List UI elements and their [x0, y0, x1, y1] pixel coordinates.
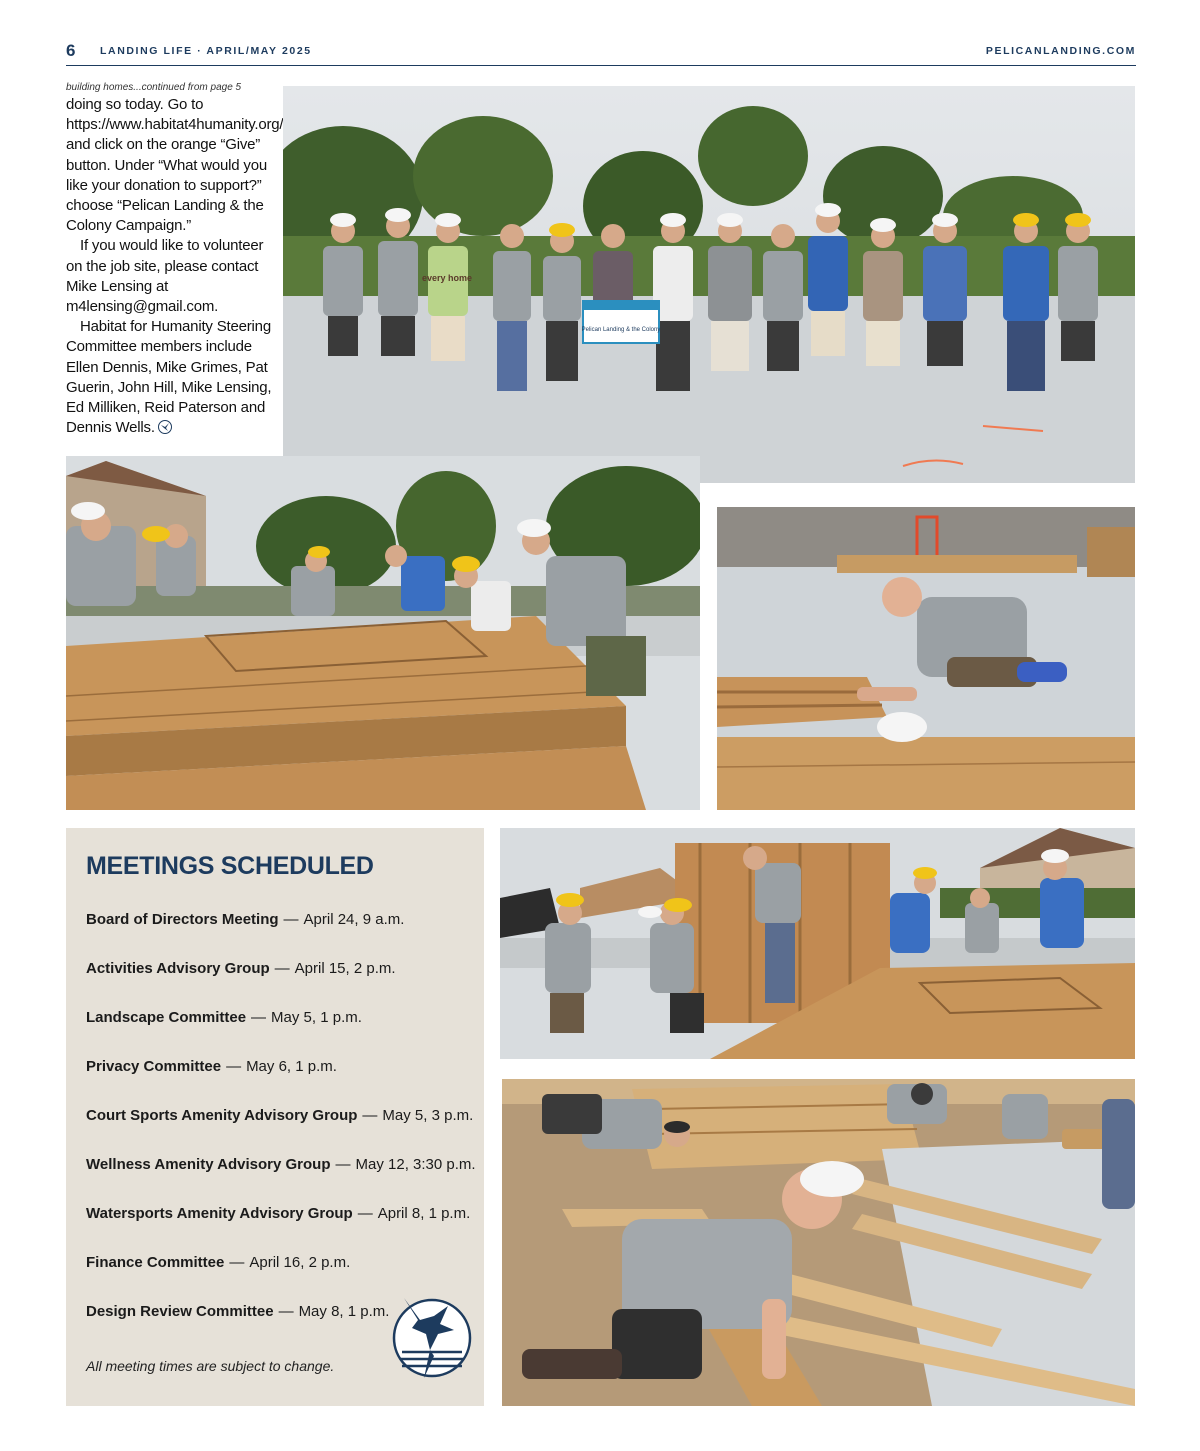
meeting-item [86, 1106, 476, 1155]
meeting-separator: — [251, 1009, 267, 1026]
publication-title: LANDING LIFE · APRIL/MAY 2025 [100, 45, 312, 57]
meeting-time: May 6, 1 p.m. [246, 1058, 337, 1075]
article-continuation [66, 82, 284, 438]
meetings-scheduled-box [66, 828, 484, 1406]
meeting-separator: — [278, 1303, 294, 1320]
meeting-name: Wellness Amenity Advisory Group [86, 1156, 331, 1173]
meeting-time: April 15, 2 p.m. [294, 960, 396, 977]
meeting-time: May 12, 3:30 p.m. [355, 1156, 476, 1173]
photo-kneeling-worker [717, 507, 1135, 810]
meeting-item [86, 1155, 476, 1204]
meeting-name: Watersports Amenity Advisory Group [86, 1205, 353, 1222]
meeting-separator: — [274, 960, 290, 977]
meeting-name: Privacy Committee [86, 1058, 222, 1075]
meeting-time: April 8, 1 p.m. [377, 1205, 471, 1222]
meeting-item [86, 959, 476, 1008]
pelican-end-icon [158, 420, 172, 434]
sign-label: Pelican Landing & the Colony [581, 327, 661, 333]
article-paragraph-committee: Habitat for Humanity Steering Committee members include Ellen Dennis, Mike Grimes, Pat Guerin, John Hill, Mike Lensing, Ed Milliken, Reid Paterson and Dennis Wells. [66, 318, 272, 437]
meeting-item [86, 1204, 476, 1253]
meeting-separator: — [229, 1254, 245, 1271]
meeting-time: May 5, 1 p.m. [271, 1009, 362, 1026]
continued-note: building homes...continued from page 5 [66, 82, 242, 93]
meeting-item [86, 910, 476, 959]
meeting-item [86, 1057, 476, 1106]
meeting-separator: — [357, 1205, 373, 1222]
pelican-logo-icon [390, 1290, 474, 1382]
meetings-title: MEETINGS SCHEDULED [86, 852, 374, 880]
shirt-text: every home [421, 273, 473, 283]
meeting-separator: — [362, 1107, 378, 1124]
meeting-separator: — [226, 1058, 242, 1075]
page-number: 6 [66, 41, 76, 60]
meeting-separator: — [335, 1156, 351, 1173]
photo-wall-raise [500, 828, 1135, 1059]
meeting-item [86, 1008, 476, 1057]
meeting-time: May 5, 3 p.m. [382, 1107, 474, 1124]
meeting-time: May 8, 1 p.m. [298, 1303, 390, 1320]
meeting-time: April 16, 2 p.m. [249, 1254, 351, 1271]
photo-panel-lift [66, 456, 700, 810]
meeting-list [86, 910, 476, 1351]
article-paragraph-donate: doing so today. Go to https://www.habitat4humanity.org/ and click on the orange “Give” button. Under “What would you like your donation to support?” choose “Pelican Landing & the Colony Campaign.” [66, 96, 284, 235]
meeting-time: April 24, 9 a.m. [303, 911, 405, 928]
photo-framing [502, 1079, 1135, 1406]
meeting-separator: — [283, 911, 299, 928]
meeting-name: Court Sports Amenity Advisory Group [86, 1107, 358, 1124]
meeting-name: Landscape Committee [86, 1009, 247, 1026]
meeting-name: Finance Committee [86, 1254, 225, 1271]
meeting-name: Design Review Committee [86, 1303, 274, 1320]
page-header [66, 40, 1136, 66]
meeting-name: Board of Directors Meeting [86, 911, 279, 928]
photo-volunteer-group [283, 86, 1135, 483]
meetings-note: All meeting times are subject to change. [86, 1358, 335, 1374]
website-link[interactable]: PELICANLANDING.COM [985, 45, 1136, 57]
meeting-name: Activities Advisory Group [86, 960, 270, 977]
article-paragraph-volunteer: If you would like to volunteer on the job site, please contact Mike Lensing at m4lensing@gmail.com. [66, 237, 264, 316]
